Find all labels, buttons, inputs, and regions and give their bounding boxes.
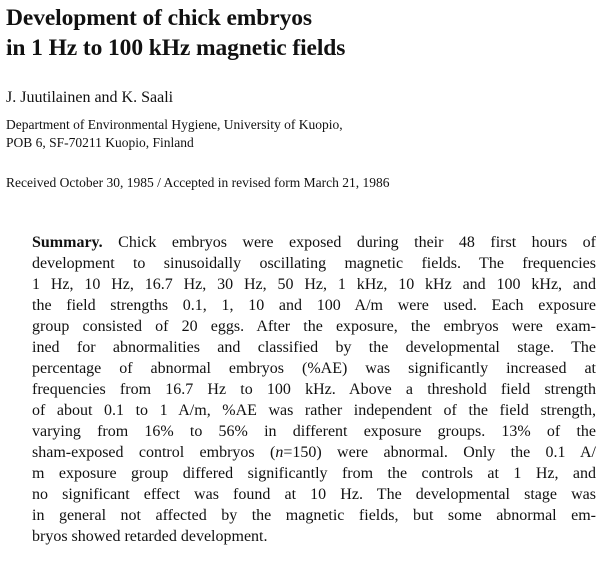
summary-line-10: varying from 16% to 56% in different exposure groups. 13% of the [32, 423, 596, 440]
summary-line-2: development to sinusoidally oscillating magnetic fields. The frequencies [32, 255, 596, 272]
summary-line-11-end: =150) were abnormal. Only the 0.1 A/ [283, 444, 596, 461]
summary-line-4: the field strengths 0.1, 1, 10 and 100 A/m were used. Each exposure [32, 297, 596, 314]
summary-line-6: ined for abnormalities and classified by the developmental stage. The [32, 339, 596, 356]
summary-line-11-start: sham-exposed control embryos ( [32, 444, 276, 461]
summary-line-1 [32, 232, 596, 253]
summary-line-7: percentage of abnormal embryos (%AE) was significantly increased at [32, 360, 596, 377]
affiliation-line-2: POB 6, SF-70211 Kuopio, Finland [6, 135, 194, 150]
summary-line-12: m exposure group differed significantly from the controls at 1 Hz, and [32, 465, 596, 482]
summary-line-9: of about 0.1 to 1 A/m, %AE was rather independent of the field strength, [32, 402, 596, 419]
sample-size-variable: n [275, 444, 284, 461]
summary-line-14: in general not affected by the magnetic fields, but some abnormal em- [32, 507, 596, 524]
affiliation [6, 116, 343, 152]
summary-line-5: group consisted of 20 eggs. After the exposure, the embryos were exam- [32, 318, 596, 335]
abstract-summary [32, 232, 596, 547]
author-list: J. Juutilainen and K. Saali [6, 89, 174, 106]
summary-line-8: frequencies from 16.7 Hz to 100 kHz. Above a threshold field strength [32, 381, 596, 398]
summary-heading: Summary. [32, 234, 103, 251]
affiliation-line-1: Department of Environmental Hygiene, University of Kuopio, [6, 117, 343, 132]
summary-line-3: 1 Hz, 10 Hz, 16.7 Hz, 30 Hz, 50 Hz, 1 kHz, 10 kHz and 100 kHz, and [32, 276, 596, 293]
summary-line-13: no significant effect was found at 10 Hz. The developmental stage was [32, 486, 596, 503]
title-line-2: in 1 Hz to 100 kHz magnetic fields [6, 35, 346, 61]
summary-line-15: bryos showed retarded development. [32, 528, 268, 545]
summary-line-1-text: Chick embryos were exposed during their 48 first hours of [118, 234, 597, 251]
title-line-1: Development of chick embryos [6, 5, 312, 31]
summary-line-11 [32, 442, 596, 463]
received-accepted-dates: Received October 30, 1985 / Accepted in revised form March 21, 1986 [6, 175, 390, 190]
paper-title [6, 3, 566, 63]
